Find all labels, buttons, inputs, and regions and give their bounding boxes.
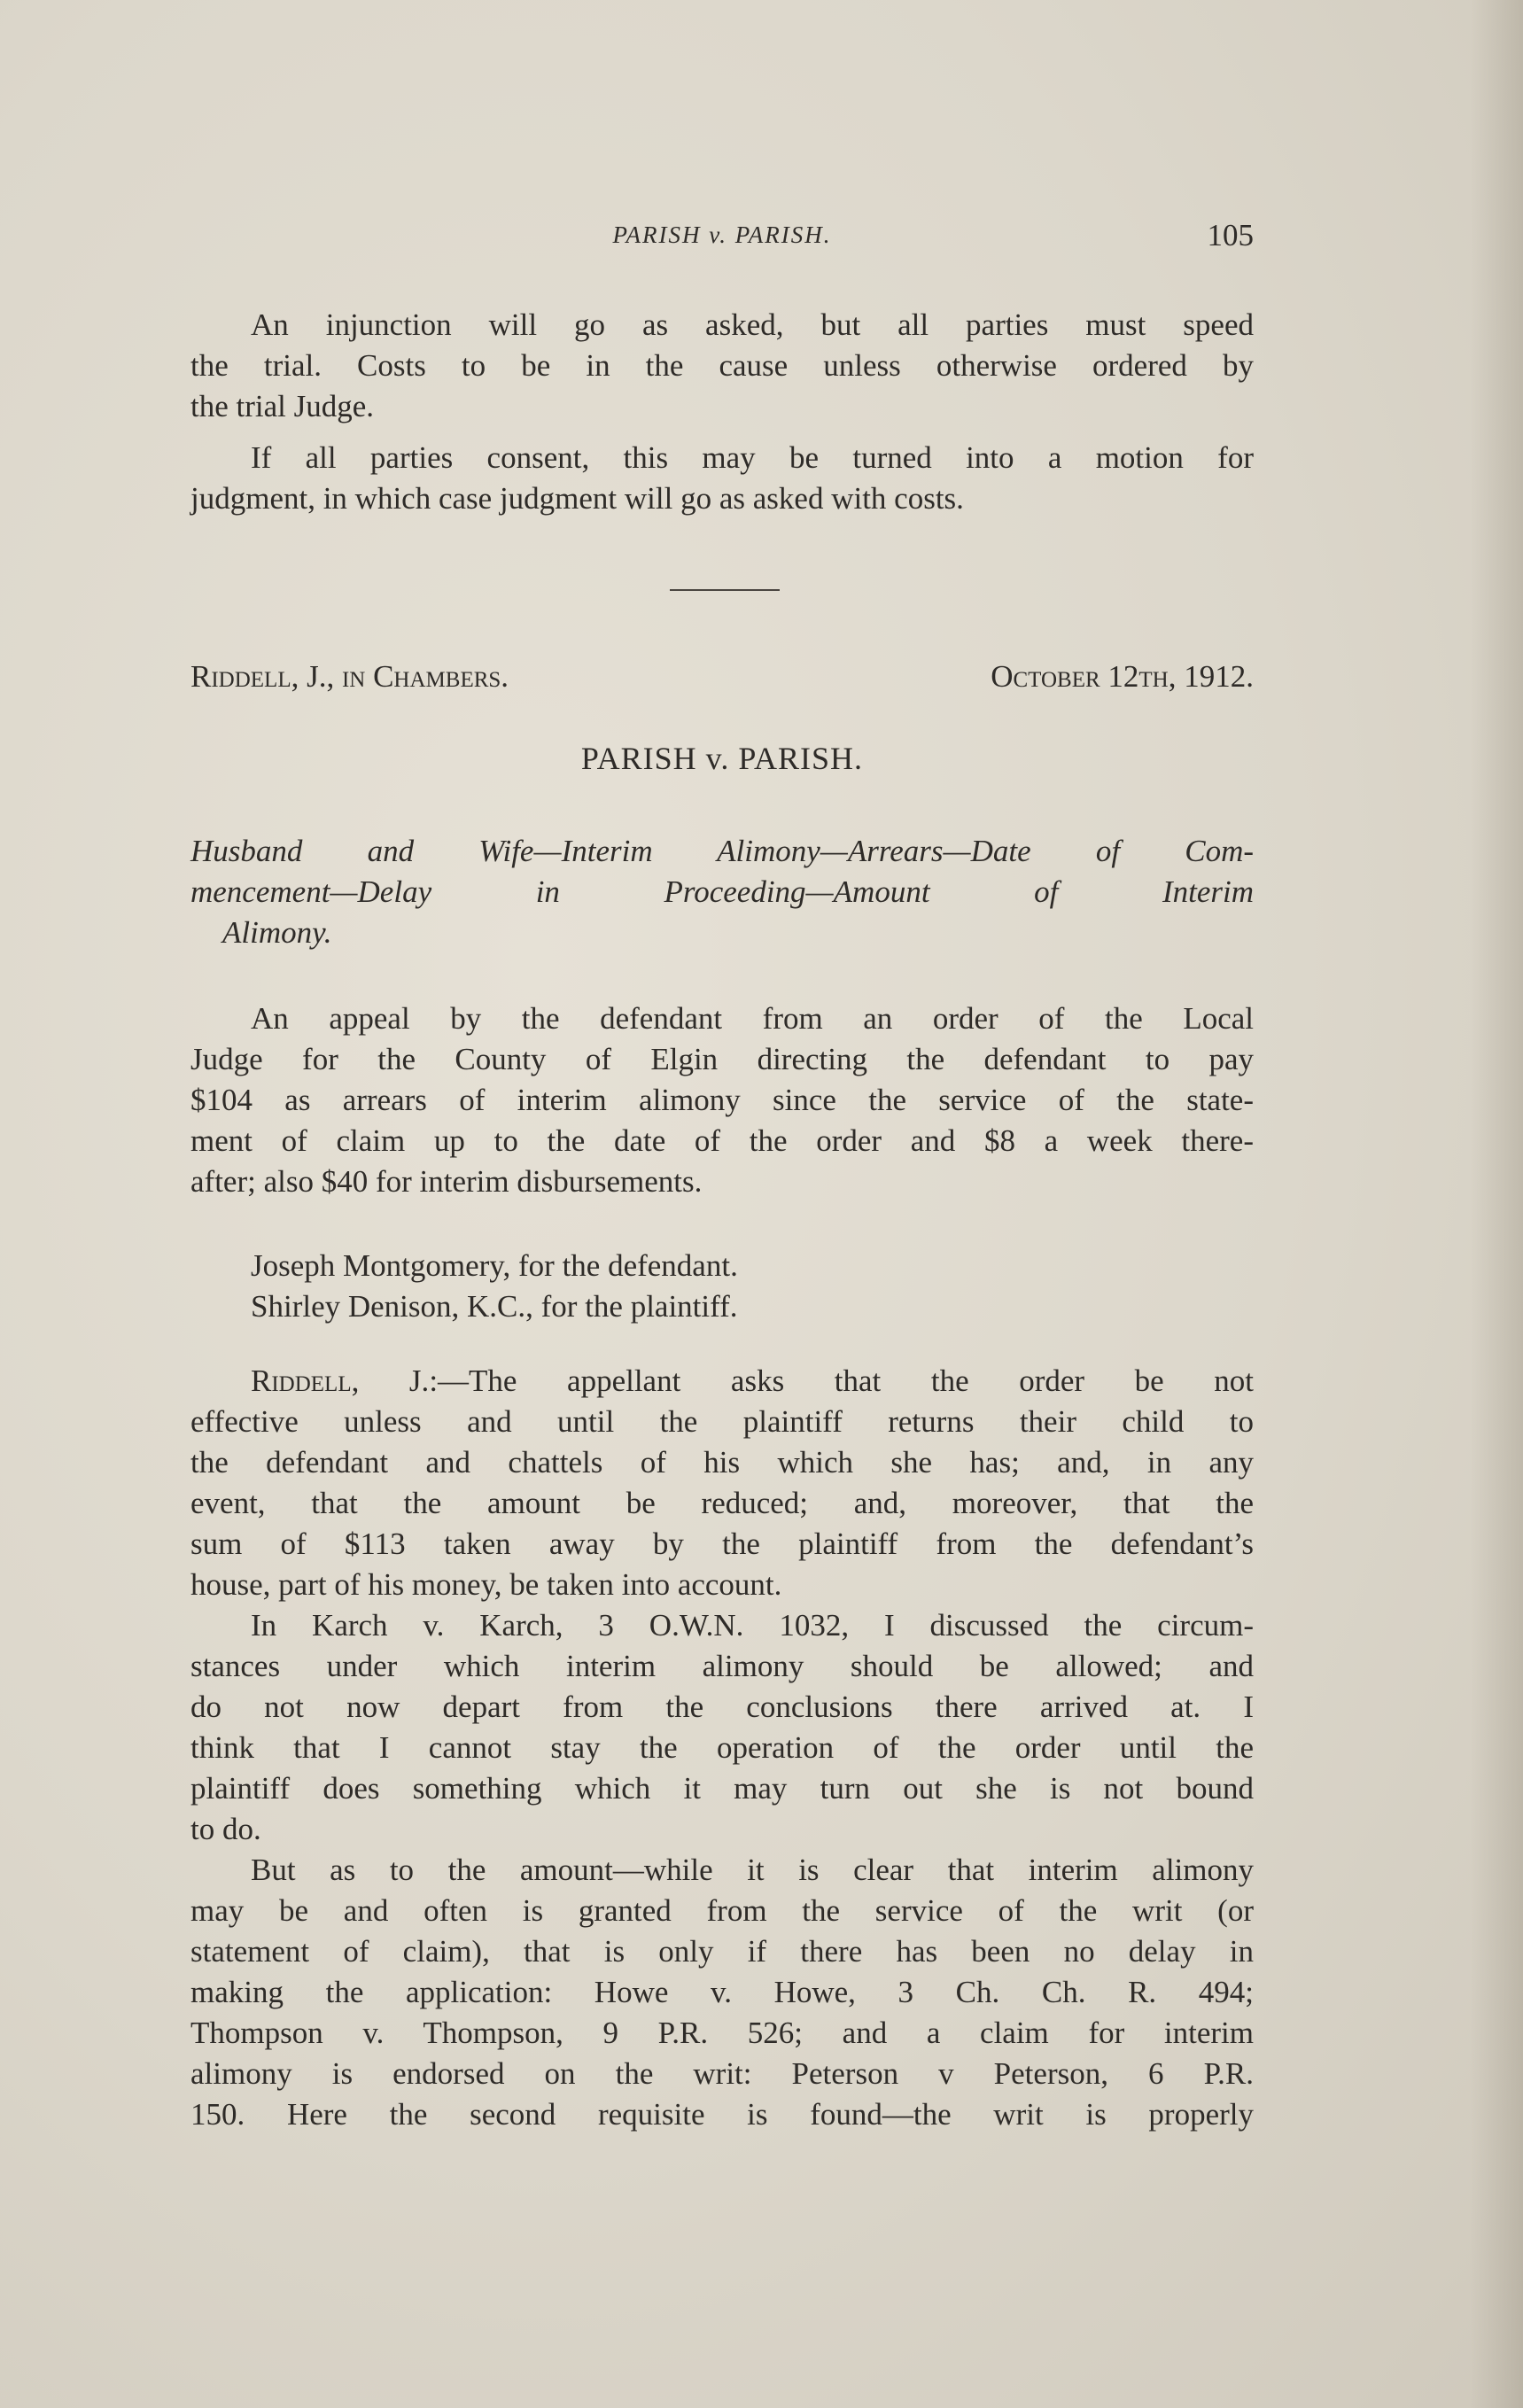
text-line: the defendant and chattels of his which she has; and, in any bbox=[190, 1445, 1254, 1480]
text-line: In Karch v. Karch, 3 O.W.N. 1032, I discussed the circum- bbox=[251, 1608, 1254, 1643]
text-line: Thompson v. Thompson, 9 P.R. 526; and a claim for interim bbox=[190, 2016, 1254, 2050]
court-judge: Riddell, J., in Chambers. bbox=[190, 659, 509, 694]
text-line: making the application: Howe v. Howe, 3 Ch. Ch. R. 494; bbox=[190, 1975, 1254, 2009]
text-line: judgment, in which case judgment will go as asked with costs. bbox=[190, 481, 964, 516]
headnote bbox=[190, 831, 1254, 953]
text-line: If all parties consent, this may be turned into a motion for bbox=[251, 440, 1254, 475]
text-line: house, part of his money, be taken into account. bbox=[190, 1567, 782, 1602]
text-line: the trial Judge. bbox=[190, 389, 375, 423]
text-line: Riddell, J.:—The appellant asks that the order be not bbox=[251, 1363, 1254, 1398]
text-line: statement of claim), that is only if there has been no delay in bbox=[190, 1934, 1254, 1969]
text-line: ment of claim up to the date of the order and $8 a week there- bbox=[190, 1123, 1254, 1158]
text-line: to do. bbox=[190, 1812, 261, 1846]
text-line: may be and often is granted from the service of the writ (or bbox=[190, 1893, 1254, 1928]
text-line: But as to the amount—while it is clear that interim alimony bbox=[251, 1853, 1254, 1887]
text-line: event, that the amount be reduced; and, moreover, that the bbox=[190, 1486, 1254, 1520]
appeal-paragraph bbox=[190, 998, 1254, 1202]
text-line: do not now depart from the conclusions there arrived at. I bbox=[190, 1689, 1254, 1724]
counsel-line: Joseph Montgomery, for the defendant. bbox=[251, 1248, 738, 1283]
headnote-line: Alimony. bbox=[222, 915, 332, 950]
headnote-line: Husband and Wife—Interim Alimony—Arrears—Date of Com- bbox=[190, 834, 1254, 868]
judge-name: Riddell, J. bbox=[251, 1363, 430, 1398]
headnote-line: mencement—Delay in Proceeding—Amount of Interim bbox=[190, 874, 1254, 909]
court-date: October 12th, 1912. bbox=[991, 659, 1254, 694]
text-line: think that I cannot stay the operation of the order until the bbox=[190, 1730, 1254, 1765]
text-line: alimony is endorsed on the writ: Peterson v Peterson, 6 P.R. bbox=[190, 2056, 1254, 2091]
judgment-paragraph-2 bbox=[190, 1605, 1254, 1850]
text-line: the trial. Costs to be in the cause unless otherwise ordered by bbox=[190, 348, 1254, 383]
text-line: effective unless and until the plaintiff returns their child to bbox=[190, 1404, 1254, 1439]
counsel bbox=[190, 1246, 1254, 1327]
text-line: sum of $113 taken away by the plaintiff from the defendant’s bbox=[190, 1526, 1254, 1561]
judgment-paragraph-1 bbox=[190, 1361, 1254, 1605]
intro-paragraph-1 bbox=[190, 305, 1254, 427]
text-line: plaintiff does something which it may turn out she is not bound bbox=[190, 1771, 1254, 1806]
text-line: Judge for the County of Elgin directing the defendant to pay bbox=[190, 1042, 1254, 1076]
text-line: after; also $40 for interim disbursements. bbox=[190, 1164, 703, 1199]
text-line: $104 as arrears of interim alimony since the service of the state- bbox=[190, 1083, 1254, 1117]
text-line: An appeal by the defendant from an order of the Local bbox=[251, 1001, 1254, 1036]
case-title: PARISH v. PARISH. bbox=[580, 741, 864, 776]
text-line: 150. Here the second requisite is found—the writ is properly bbox=[190, 2097, 1254, 2132]
page-number: 105 bbox=[1207, 218, 1254, 252]
intro-paragraph-2 bbox=[190, 438, 1254, 519]
running-title: PARISH v. PARISH. bbox=[612, 221, 832, 248]
judgment-paragraph-3 bbox=[190, 1850, 1254, 2135]
section-divider bbox=[670, 589, 780, 591]
text-line: stances under which interim alimony should be allowed; and bbox=[190, 1649, 1254, 1683]
text-line: An injunction will go as asked, but all parties must speed bbox=[251, 307, 1254, 342]
counsel-line: Shirley Denison, K.C., for the plaintiff. bbox=[251, 1289, 738, 1324]
